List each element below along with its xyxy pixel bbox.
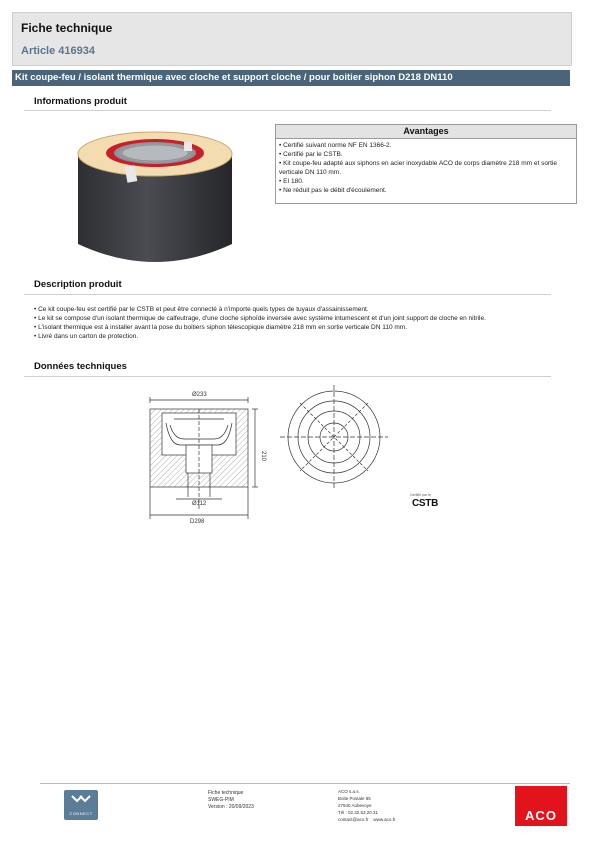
advantage-item: • EI 180. xyxy=(279,178,304,185)
advantage-item: • Certifié suivant norme NF EN 1366-2. xyxy=(279,142,392,149)
product-image xyxy=(60,122,250,277)
advantages-box xyxy=(275,124,577,204)
footer-web[interactable]: www.aco.fr xyxy=(373,817,396,822)
footer-phone: Tél : 02.32.53.20.31 xyxy=(338,810,379,815)
technical-drawing-section xyxy=(140,385,280,527)
section-title-description: Description produit xyxy=(34,279,122,290)
footer-sheet-info xyxy=(208,790,254,811)
footer-sheet-code: SWEG-PIM xyxy=(208,797,234,803)
advantages-list xyxy=(279,141,571,195)
footer-company-info xyxy=(338,788,395,823)
dim-top-label: Ø233 xyxy=(192,392,207,398)
section-divider xyxy=(24,376,551,377)
footer-version: Version : 20/09/2023 xyxy=(208,804,254,810)
section-title-info: Informations produit xyxy=(34,96,127,107)
document-title: Fiche technique xyxy=(21,21,113,35)
section-divider xyxy=(24,294,551,295)
description-list xyxy=(34,305,554,341)
footer-address2: 27940 Aubevoye xyxy=(338,803,372,808)
connect-logo-text: CONNECT xyxy=(69,811,93,816)
dim-height-label: 210 xyxy=(260,451,266,462)
advantage-item: • Ne réduit pas le débit d'écoulement. xyxy=(279,187,387,194)
chevron-down-icon xyxy=(71,794,91,806)
section-divider xyxy=(24,110,551,111)
description-item: • Livré dans un carton de protection. xyxy=(34,333,139,340)
article-number: Article 416934 xyxy=(21,45,95,57)
footer-email[interactable]: contact@aco.fr xyxy=(338,817,369,822)
aco-logo xyxy=(515,786,567,826)
cstb-logo: CSTB xyxy=(412,498,439,509)
document-header xyxy=(12,12,572,66)
footer-address1: Boite Postale 85 xyxy=(338,796,371,801)
footer-divider xyxy=(40,783,570,784)
footer-company: ACO s.a.s. xyxy=(338,789,360,794)
aco-logo-text: ACO xyxy=(525,808,557,823)
footer-sheet-label: Fiche technique xyxy=(208,790,244,796)
advantage-item: • Certifié par le CSTB. xyxy=(279,151,343,158)
description-item: • L'isolant thermique est à installer avant la pose du boitiers siphon télescopique diamètre 218 mm en sortie verticale DN 110 mm. xyxy=(34,324,408,331)
technical-drawing-top-view xyxy=(272,385,397,490)
cstb-caption: Certifié par le xyxy=(410,493,431,497)
product-title-band: Kit coupe-feu / isolant thermique avec cloche et support cloche / pour boitier siphon D218 DN110 xyxy=(12,70,570,86)
advantage-item: • Kit coupe-feu adapté aux siphons en acier inoxydable ACO de corps diamètre 218 mm et sortie verticale DN 110 mm. xyxy=(279,160,557,176)
dim-outlet-label: Ø112 xyxy=(192,501,207,507)
dim-body-label: D298 xyxy=(190,519,205,525)
description-item: • Le kit se compose d'un isolant thermique de calfeutrage, d'une cloche siphoïde inversée avec système intumescent et d'un joint support de cloche en nitrile. xyxy=(34,315,486,322)
advantages-title: Avantages xyxy=(276,125,576,139)
description-item: • Ce kit coupe-feu est certifié par le CSTB et peut être connecté à n'importe quels types de tuyaux d'assainissement. xyxy=(34,306,369,313)
connect-logo xyxy=(64,790,98,820)
section-title-data: Données techniques xyxy=(34,361,127,372)
